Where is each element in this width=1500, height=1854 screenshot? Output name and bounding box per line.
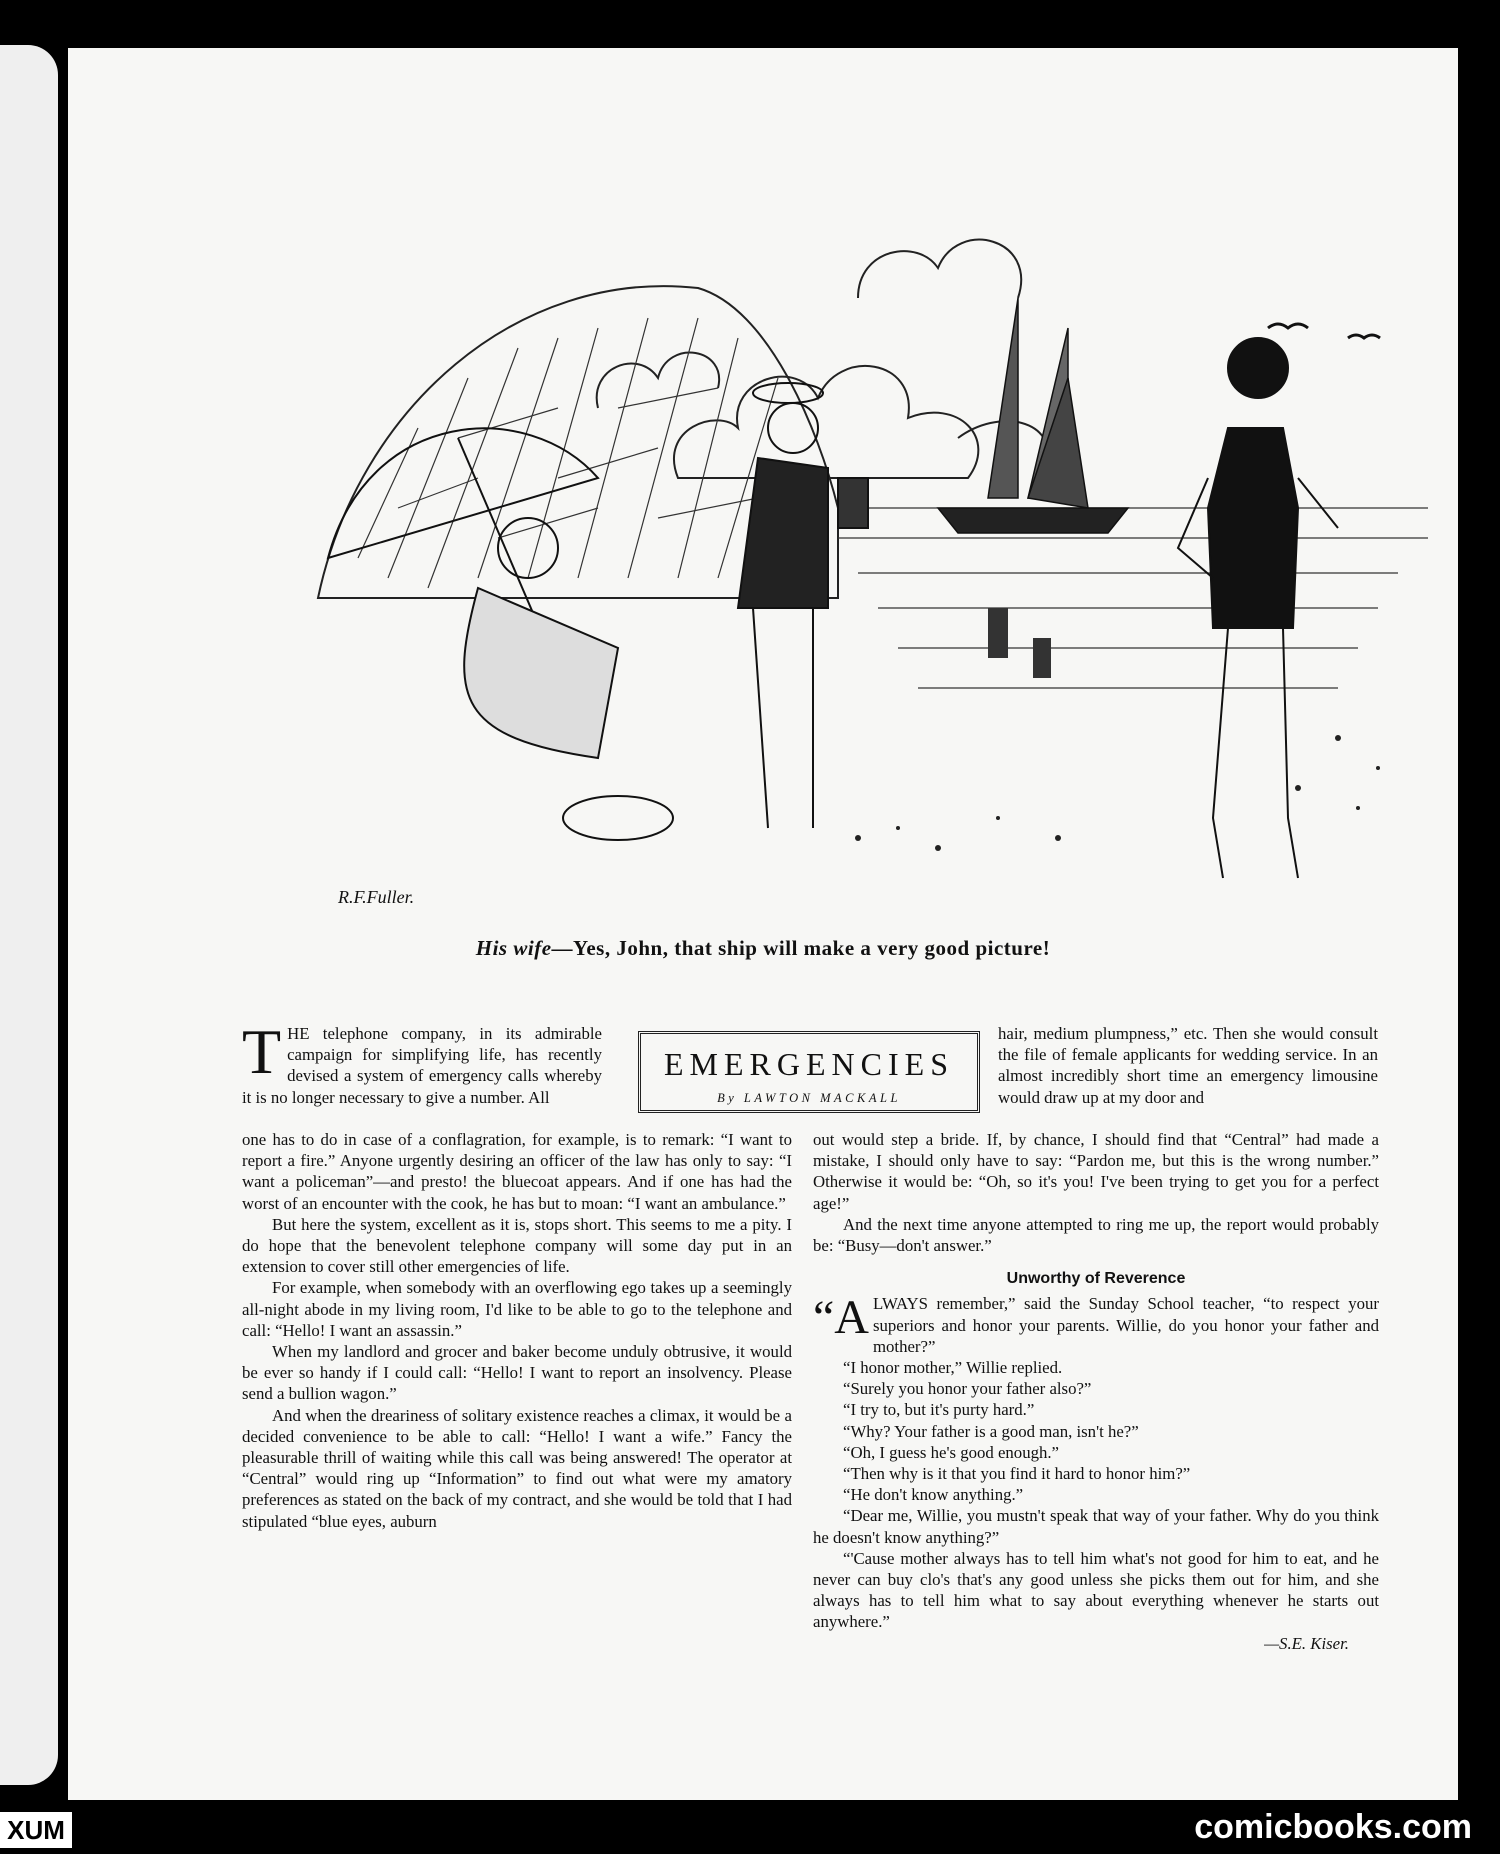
unworthy-dropcap: “A [813,1291,869,1345]
article-title: EMERGENCIES [664,1046,954,1082]
unworthy-line-1: LWAYS remember,” said the Sunday School teacher, “to respect your superiors and honor your parents. Willie, do you honor your father and mother?” [872,1294,1379,1356]
article-byline: By LAWTON MACKALL [717,1091,901,1105]
magazine-page [68,48,1458,1800]
article-paragraph-1-start: HE telephone company, in its admirable campaign for simplifying life, has recently devised a system of emergency calls whereby it is no longer necessary to give a number. All [242,1024,602,1107]
article-column-left-top [242,1016,602,1108]
scan-source-badge: XUM [0,1812,72,1848]
article-column-right-top [998,1023,1378,1108]
article-paragraph-6: And the next time anyone attempted to ring me up, the report would probably be: “Busy—don't answer.” [813,1214,1379,1256]
unworthy-line-5: “Why? Your father is a good man, isn't he?” [843,1421,1139,1441]
article-column-left [242,1129,792,1532]
unworthy-line-4: “I try to, but it's purty hard.” [843,1400,1035,1420]
caption-line: —Yes, John, that ship will make a very good picture! [551,936,1051,960]
article-title-box [638,1031,980,1113]
article-dropcap: T [242,1016,282,1087]
unworthy-line-2: “I honor mother,” Willie replied. [843,1358,1063,1378]
unworthy-heading: Unworthy of Reverence [1006,1270,1186,1288]
unworthy-line-6: “Oh, I guess he's good enough.” [843,1442,1060,1462]
adjacent-page-edge [0,45,58,1785]
article-paragraph-5-continued: out would step a bride. If, by chance, I should find that “Central” had made a mistake, I should only have to say: “Pardon me, but this is the wrong number.” Otherwise it would be: “Oh, so it's you! I've been trying to get you for a perfect age!” [813,1130,1379,1213]
article-paragraph-5: And when the dreariness of solitary existence reaches a climax, it would be a decided convenience to be able to call: “Hello! I want a wife.” Fancy the pleasurable thrill of waiting while this call was being answered! The operator at “Central” would ring up “Information” to find out what were my amatory preferences as stated on the back of my contract, and she would be told that I had stipulated “blue eyes, auburn [242,1405,792,1531]
article-paragraph-2: But here the system, excellent as it is, stops short. This seems to me a pity. I do hope that the benevolent telephone company will some day put in an extension to cover still other emergencies of life. [242,1214,792,1277]
unworthy-line-9: “Dear me, Willie, you mustn't speak that way of your father. Why do you think he doesn't know anything?” [813,1506,1379,1547]
caption-speaker: His wife [475,936,552,960]
article-paragraph-1-rest: one has to do in case of a conflagration, for example, is to remark: “I want to report a fire.” Anyone urgently desiring an officer of the law has only to say: “I want a policeman”—and presto! the bluecoat appears. And if one has had the worst of an encounter with the cook, he has but to moan: “I want an ambulance.” [242,1130,792,1213]
article-paragraph-4: When my landlord and grocer and baker become unduly obtrusive, it would be ever so handy if I could call: “Hello! I want to report an insolvency. Please send a bullion wagon.” [242,1342,792,1404]
unworthy-line-7: “Then why is it that you find it hard to honor him?” [843,1464,1191,1484]
artist-signature: R.F.Fuller. [338,887,415,907]
unworthy-line-3: “Surely you honor your father also?” [843,1379,1092,1399]
unworthy-line-8: “He don't know anything.” [843,1485,1024,1505]
article-column-right [813,1129,1379,1654]
article-paragraph-5-continued-top: hair, medium plumpness,” etc. Then she would consult the file of female applicants for wedding service. In an almost incredibly short time an emergency limousine would draw up at my door and [998,1024,1378,1107]
unworthy-line-10: “'Cause mother always has to tell him what's not good for him to eat, and he never can buy clo's that's any good unless she picks them out for him, and she always has to tell him what to say about everything whenever he starts out anywhere.” [813,1548,1379,1632]
article-paragraph-3: For example, when somebody with an overflowing ego takes up a seemingly all-night abode in my living room, I'd like to be able to go to the telephone and call: “Hello! I want an assassin.” [242,1278,792,1340]
illustration-caption [68,936,1458,961]
unworthy-signature: —S.E. Kiser. [1264,1633,1349,1653]
site-watermark: comicbooks.com [1194,1808,1472,1846]
beach-illustration [298,178,1428,958]
